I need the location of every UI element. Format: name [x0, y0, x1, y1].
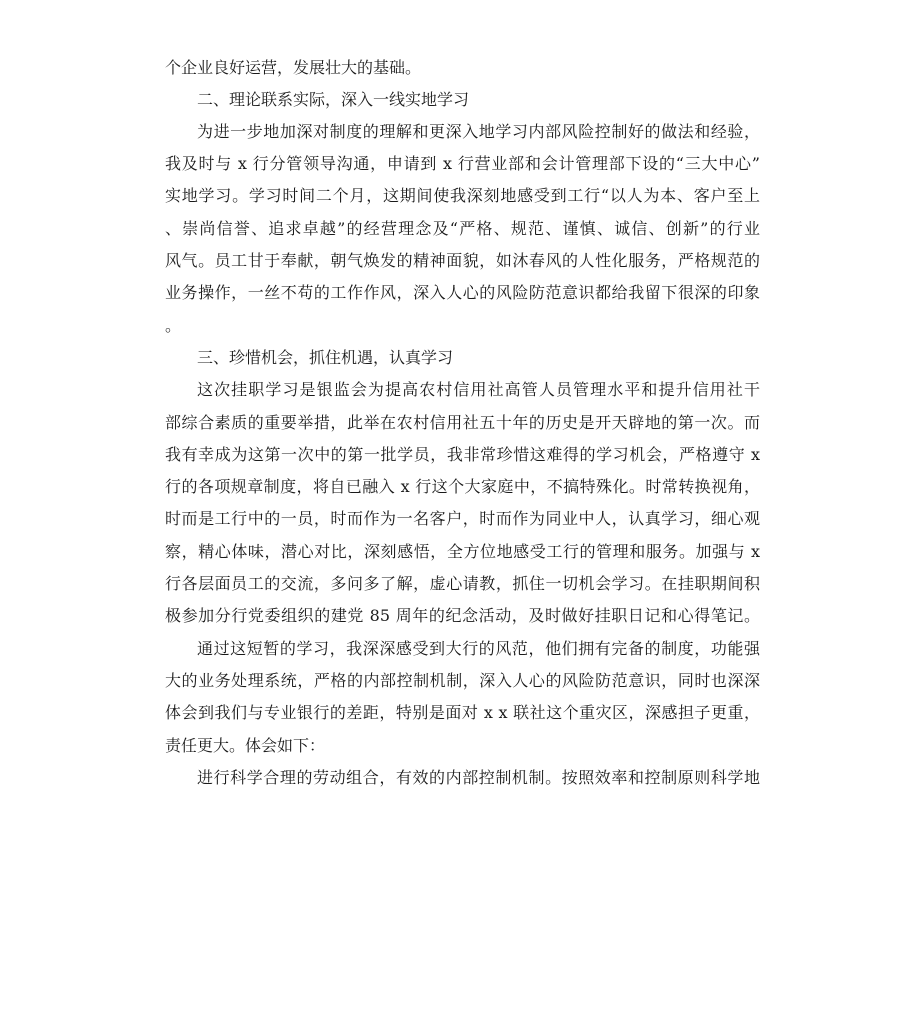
text-line: 大的业务处理系统，严格的内部控制机制，深入人心的风险防范意识，同时也深深	[165, 671, 760, 690]
text-line: 行的各项规章制度，将自已融入 x 行这个大家庭中，不搞特殊化。时常转换视角，	[165, 477, 760, 496]
section-heading: 二、理论联系实际，深入一线实地学习	[197, 90, 470, 109]
section-heading: 三、珍惜机会，抓住机遇，认真学习	[197, 348, 454, 367]
text-line: 体会到我们与专业银行的差距，特别是面对 x x 联社这个重灾区，深感担子更重，	[165, 703, 760, 722]
text-line: 时而是工行中的一员，时而作为一名客户，时而作为同业中人，认真学习，细心观	[165, 509, 760, 528]
text-line: 行各层面员工的交流，多问多了解，虚心请教，抓住一切机会学习。在挂职期间积	[165, 574, 760, 593]
text-line: 我及时与 x 行分管领导沟通，申请到 x 行营业部和会计管理部下设的“三大中心”	[165, 154, 760, 173]
text-line: 进行科学合理的劳动组合，有效的内部控制机制。按照效率和控制原则科学地	[197, 768, 760, 787]
text-line: 我有幸成为这第一次中的第一批学员，我非常珍惜这难得的学习机会，严格遵守 x	[165, 445, 760, 464]
text-line: 这次挂职学习是银监会为提高农村信用社高管人员管理水平和提升信用社干	[197, 380, 760, 399]
text-line: 察，精心体味，潜心对比，深刻感悟，全方位地感受工行的管理和服务。加强与 x	[165, 542, 760, 561]
text-line: 部综合素质的重要举措，此举在农村信用社五十年的历史是开天辟地的第一次。而	[165, 413, 760, 432]
text-line: 业务操作，一丝不苟的工作作风，深入人心的风险防范意识都给我留下很深的印象	[165, 283, 760, 302]
text-line: 实地学习。学习时间二个月，这期间使我深刻地感受到工行“以人为本、客户至上	[165, 186, 760, 205]
text-line: 通过这短暂的学习，我深深感受到大行的风范，他们拥有完备的制度，功能强	[197, 639, 760, 658]
text-line: 风气。员工甘于奉献，朝气焕发的精神面貌，如沐春风的人性化服务，严格规范的	[165, 251, 760, 270]
text-line: 。	[165, 316, 182, 335]
text-line: 为进一步地加深对制度的理解和更深入地学习内部风险控制好的做法和经验，	[197, 122, 760, 141]
text-line: 个企业良好运营，发展壮大的基础。	[165, 58, 422, 77]
text-line: 责任更大。体会如下：	[165, 736, 326, 755]
text-line: 、崇尚信誉、追求卓越”的经营理念及“严格、规范、谨慎、诚信、创新”的行业	[165, 219, 760, 238]
text-line: 极参加分行党委组织的建党 85 周年的纪念活动，及时做好挂职日记和心得笔记。	[165, 606, 760, 625]
